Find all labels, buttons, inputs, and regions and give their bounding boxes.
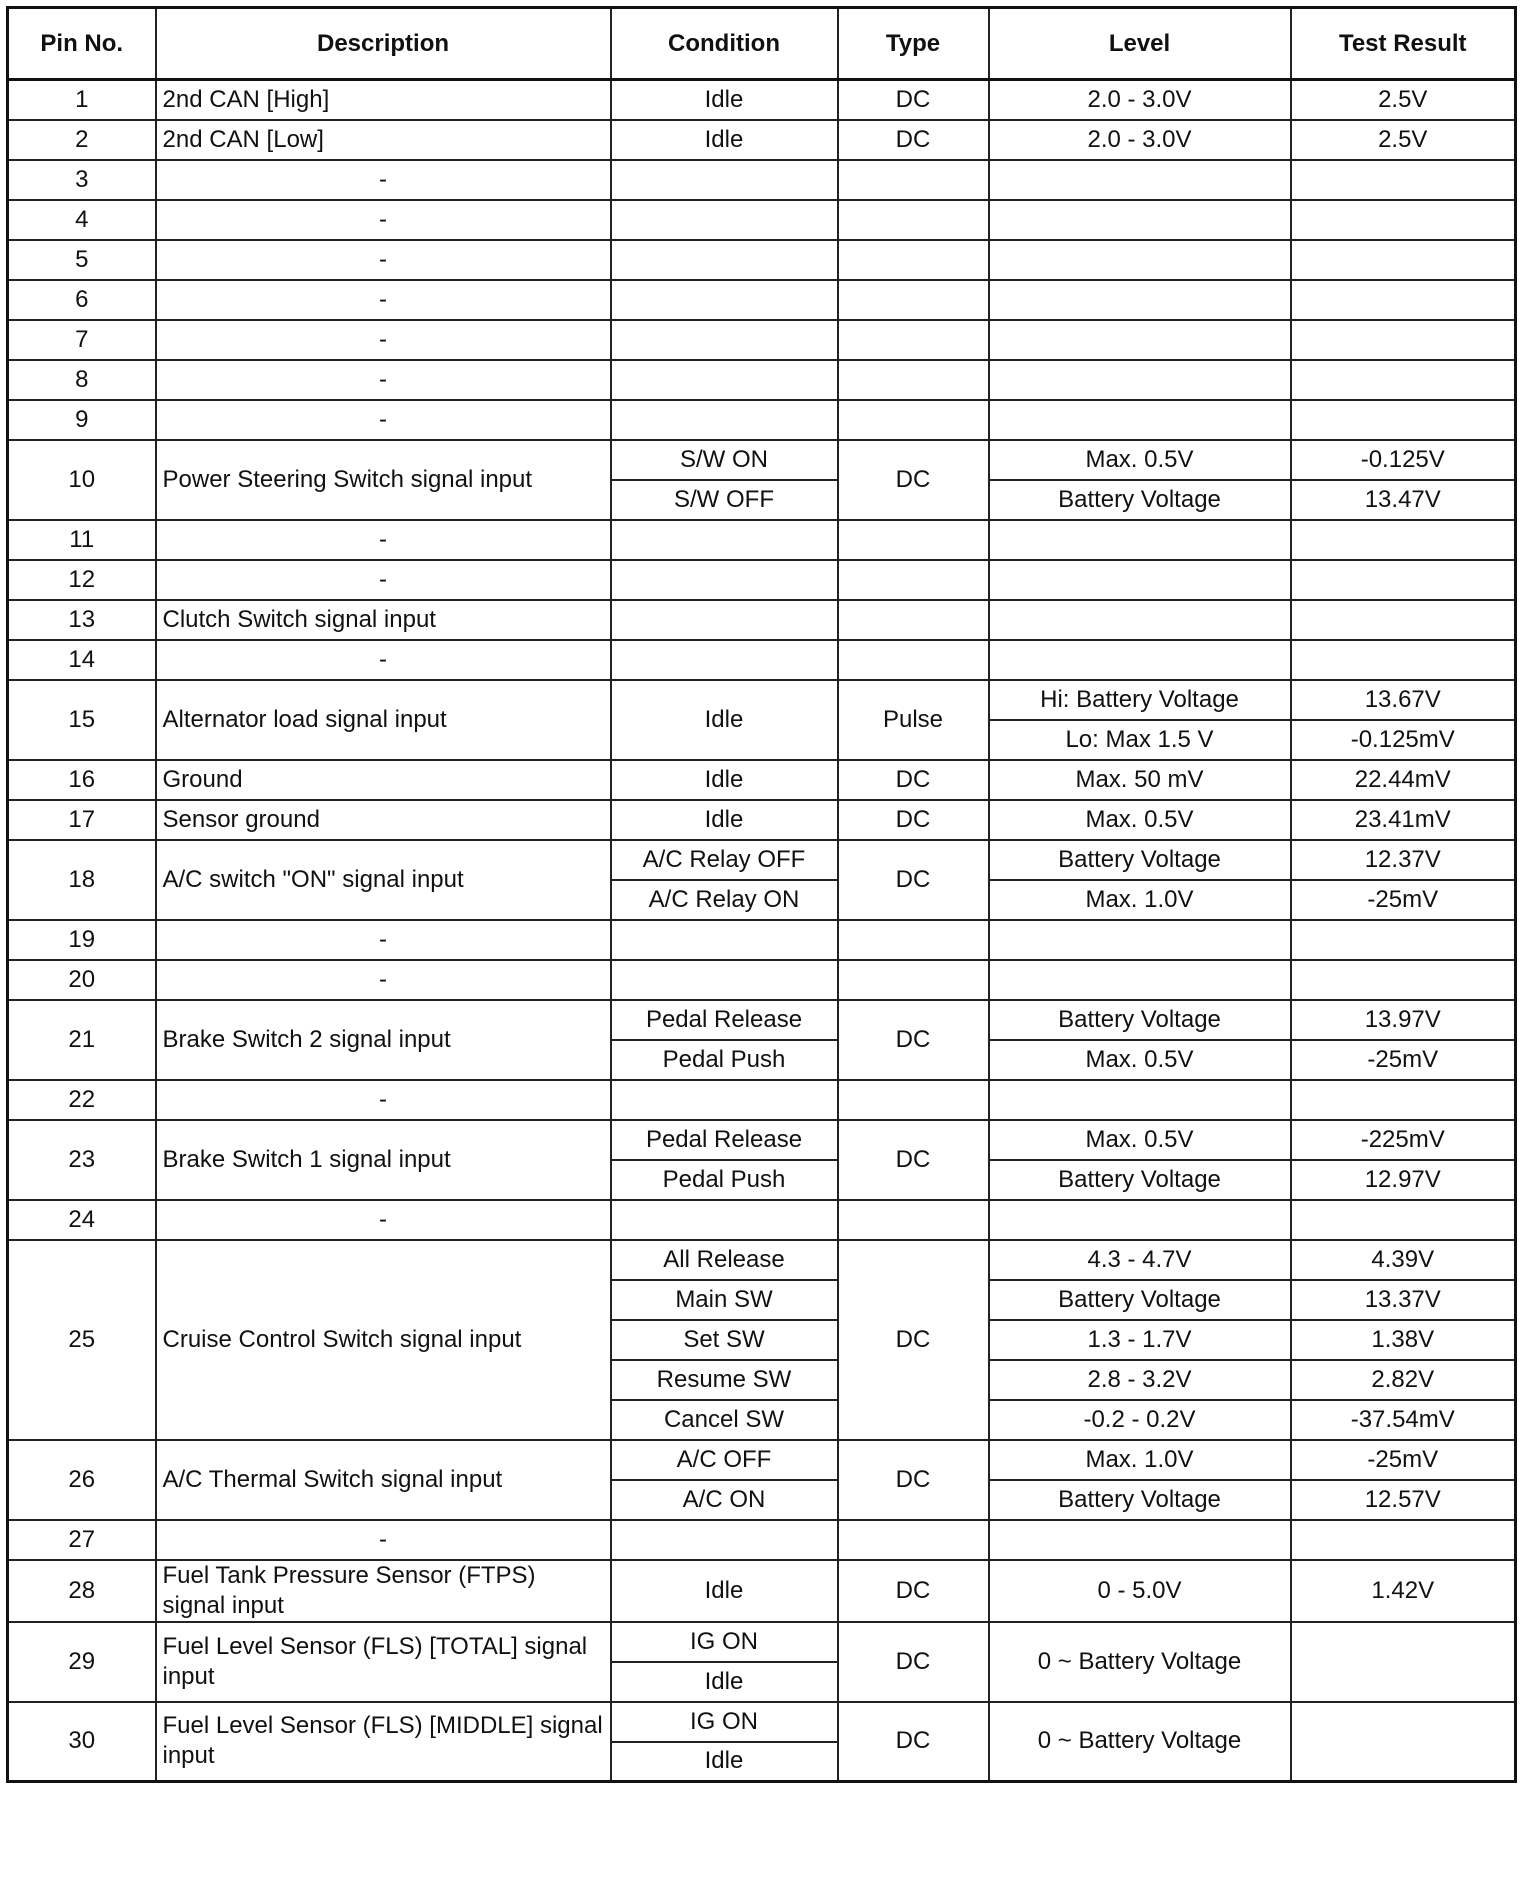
level-cell: Max. 50 mV (989, 760, 1291, 800)
level-cell: 2.8 - 3.2V (989, 1360, 1291, 1400)
test-result-cell (1291, 1520, 1516, 1560)
level-cell: Lo: Max 1.5 V (989, 720, 1291, 760)
test-result-cell: 4.39V (1291, 1240, 1516, 1280)
pin-number: 2 (8, 120, 156, 160)
test-result-cell: 13.67V (1291, 680, 1516, 720)
pin-number: 23 (8, 1120, 156, 1200)
pin-description: Cruise Control Switch signal input (156, 1240, 611, 1440)
table-row (8, 840, 1516, 880)
pin-number: 29 (8, 1622, 156, 1702)
condition-cell: Idle (611, 1662, 838, 1702)
pin-description: Power Steering Switch signal input (156, 440, 611, 520)
pin-number: 10 (8, 440, 156, 520)
table-row (8, 240, 1516, 280)
condition-cell (611, 560, 838, 600)
pin-description: Clutch Switch signal input (156, 600, 611, 640)
pin-number: 7 (8, 320, 156, 360)
level-cell (989, 920, 1291, 960)
pin-number: 1 (8, 80, 156, 120)
table-row (8, 1702, 1516, 1742)
type-cell (838, 1520, 989, 1560)
pin-description: - (156, 920, 611, 960)
test-result-cell (1291, 1200, 1516, 1240)
condition-cell (611, 1080, 838, 1120)
pin-description: - (156, 1080, 611, 1120)
test-result-cell: -25mV (1291, 880, 1516, 920)
pin-number: 5 (8, 240, 156, 280)
test-result-cell: 2.5V (1291, 80, 1516, 120)
level-cell: Battery Voltage (989, 1480, 1291, 1520)
header-pin: Pin No. (8, 8, 156, 80)
type-cell: DC (838, 800, 989, 840)
test-result-cell: -25mV (1291, 1440, 1516, 1480)
condition-cell: Idle (611, 680, 838, 760)
pin-description: - (156, 240, 611, 280)
test-result-cell (1291, 360, 1516, 400)
pin-number: 21 (8, 1000, 156, 1080)
test-result-cell: -0.125V (1291, 440, 1516, 480)
test-result-cell (1291, 1080, 1516, 1120)
type-cell: DC (838, 1000, 989, 1080)
test-result-cell: -37.54mV (1291, 1400, 1516, 1440)
level-cell (989, 200, 1291, 240)
type-cell: DC (838, 1440, 989, 1520)
condition-cell: All Release (611, 1240, 838, 1280)
level-cell: Battery Voltage (989, 1280, 1291, 1320)
test-result-cell: 2.82V (1291, 1360, 1516, 1400)
pin-number: 9 (8, 400, 156, 440)
pin-description: - (156, 1200, 611, 1240)
condition-cell: Main SW (611, 1280, 838, 1320)
type-cell (838, 280, 989, 320)
level-cell: 1.3 - 1.7V (989, 1320, 1291, 1360)
level-cell (989, 240, 1291, 280)
table-row (8, 520, 1516, 560)
pin-description: Brake Switch 2 signal input (156, 1000, 611, 1080)
test-result-cell (1291, 160, 1516, 200)
condition-cell (611, 200, 838, 240)
condition-cell (611, 320, 838, 360)
type-cell: DC (838, 1560, 989, 1622)
level-cell: 0 - 5.0V (989, 1560, 1291, 1622)
level-cell: Battery Voltage (989, 1160, 1291, 1200)
level-cell: Battery Voltage (989, 840, 1291, 880)
test-result-cell: 12.37V (1291, 840, 1516, 880)
type-cell (838, 640, 989, 680)
condition-cell: IG ON (611, 1702, 838, 1742)
pin-number: 30 (8, 1702, 156, 1782)
pin-description: 2nd CAN [High] (156, 80, 611, 120)
table-row (8, 1560, 1516, 1622)
level-cell: Max. 0.5V (989, 1120, 1291, 1160)
table-row (8, 320, 1516, 360)
level-cell (989, 600, 1291, 640)
level-cell (989, 320, 1291, 360)
pin-number: 12 (8, 560, 156, 600)
level-cell: Max. 1.0V (989, 1440, 1291, 1480)
level-cell: 4.3 - 4.7V (989, 1240, 1291, 1280)
condition-cell (611, 280, 838, 320)
condition-cell (611, 400, 838, 440)
level-cell (989, 280, 1291, 320)
level-cell: -0.2 - 0.2V (989, 1400, 1291, 1440)
type-cell: Pulse (838, 680, 989, 760)
type-cell (838, 360, 989, 400)
test-result-cell (1291, 600, 1516, 640)
level-cell: Hi: Battery Voltage (989, 680, 1291, 720)
condition-cell: A/C Relay OFF (611, 840, 838, 880)
condition-cell (611, 600, 838, 640)
pin-description: - (156, 200, 611, 240)
pin-number: 17 (8, 800, 156, 840)
type-cell: DC (838, 1702, 989, 1782)
level-cell (989, 640, 1291, 680)
pin-description: Sensor ground (156, 800, 611, 840)
table-row (8, 80, 1516, 120)
level-cell: Max. 0.5V (989, 800, 1291, 840)
condition-cell (611, 920, 838, 960)
level-cell: 2.0 - 3.0V (989, 120, 1291, 160)
condition-cell: Resume SW (611, 1360, 838, 1400)
condition-cell: Idle (611, 800, 838, 840)
table-row (8, 1240, 1516, 1280)
pin-number: 26 (8, 1440, 156, 1520)
level-cell: 0 ~ Battery Voltage (989, 1702, 1291, 1782)
level-cell (989, 1520, 1291, 1560)
condition-cell (611, 640, 838, 680)
type-cell (838, 400, 989, 440)
test-result-cell (1291, 560, 1516, 600)
table-body (8, 80, 1516, 1782)
condition-cell (611, 160, 838, 200)
pin-description: - (156, 1520, 611, 1560)
type-cell (838, 920, 989, 960)
table-row (8, 440, 1516, 480)
test-result-cell: 1.38V (1291, 1320, 1516, 1360)
condition-cell: Idle (611, 80, 838, 120)
pin-description: - (156, 280, 611, 320)
table-row (8, 960, 1516, 1000)
condition-cell (611, 240, 838, 280)
type-cell (838, 1080, 989, 1120)
table-row (8, 1000, 1516, 1040)
condition-cell: Idle (611, 760, 838, 800)
table-row (8, 280, 1516, 320)
pin-description: - (156, 400, 611, 440)
condition-cell (611, 360, 838, 400)
test-result-cell: 22.44mV (1291, 760, 1516, 800)
level-cell (989, 960, 1291, 1000)
type-cell (838, 520, 989, 560)
table-row (8, 760, 1516, 800)
condition-cell: A/C Relay ON (611, 880, 838, 920)
test-result-cell (1291, 320, 1516, 360)
condition-cell: Pedal Release (611, 1120, 838, 1160)
header-row (8, 8, 1516, 80)
table-row (8, 640, 1516, 680)
condition-cell: Pedal Release (611, 1000, 838, 1040)
type-cell (838, 160, 989, 200)
type-cell: DC (838, 1120, 989, 1200)
type-cell (838, 560, 989, 600)
condition-cell (611, 1200, 838, 1240)
condition-cell: Cancel SW (611, 1400, 838, 1440)
pin-description: Fuel Level Sensor (FLS) [MIDDLE] signal input (156, 1702, 611, 1782)
table-row (8, 1622, 1516, 1662)
type-cell: DC (838, 440, 989, 520)
pin-description: Brake Switch 1 signal input (156, 1120, 611, 1200)
condition-cell: Pedal Push (611, 1160, 838, 1200)
table-row (8, 160, 1516, 200)
condition-cell (611, 960, 838, 1000)
pin-number: 22 (8, 1080, 156, 1120)
table-row (8, 120, 1516, 160)
condition-cell: IG ON (611, 1622, 838, 1662)
test-result-cell: -25mV (1291, 1040, 1516, 1080)
test-result-cell: 12.97V (1291, 1160, 1516, 1200)
header-type: Type (838, 8, 989, 80)
pin-number: 25 (8, 1240, 156, 1440)
table-row (8, 1080, 1516, 1120)
header-test-result: Test Result (1291, 8, 1516, 80)
level-cell: Battery Voltage (989, 1000, 1291, 1040)
level-cell (989, 160, 1291, 200)
type-cell: DC (838, 760, 989, 800)
table-row (8, 560, 1516, 600)
test-result-cell: 12.57V (1291, 1480, 1516, 1520)
header-condition: Condition (611, 8, 838, 80)
test-result-cell (1291, 520, 1516, 560)
test-result-cell (1291, 280, 1516, 320)
level-cell: Max. 1.0V (989, 880, 1291, 920)
table-row (8, 400, 1516, 440)
pin-number: 19 (8, 920, 156, 960)
pin-description: A/C switch "ON" signal input (156, 840, 611, 920)
pin-description: - (156, 640, 611, 680)
condition-cell: Idle (611, 1742, 838, 1782)
pin-number: 15 (8, 680, 156, 760)
pin-number: 4 (8, 200, 156, 240)
level-cell (989, 1080, 1291, 1120)
level-cell: 2.0 - 3.0V (989, 80, 1291, 120)
header-description: Description (156, 8, 611, 80)
type-cell (838, 600, 989, 640)
test-result-cell: -225mV (1291, 1120, 1516, 1160)
pin-description: - (156, 360, 611, 400)
pin-number: 28 (8, 1560, 156, 1622)
condition-cell: A/C OFF (611, 1440, 838, 1480)
test-result-cell (1291, 400, 1516, 440)
table-row (8, 920, 1516, 960)
pin-number: 6 (8, 280, 156, 320)
test-result-cell (1291, 1702, 1516, 1782)
table-row (8, 1120, 1516, 1160)
pin-description: - (156, 320, 611, 360)
test-result-cell: -0.125mV (1291, 720, 1516, 760)
table-row (8, 600, 1516, 640)
test-result-cell (1291, 240, 1516, 280)
pin-description: Alternator load signal input (156, 680, 611, 760)
pin-description: - (156, 560, 611, 600)
condition-cell: S/W OFF (611, 480, 838, 520)
type-cell (838, 960, 989, 1000)
pin-description: - (156, 960, 611, 1000)
test-result-cell (1291, 960, 1516, 1000)
condition-cell: Set SW (611, 1320, 838, 1360)
pin-number: 14 (8, 640, 156, 680)
test-result-cell (1291, 1622, 1516, 1702)
level-cell: 0 ~ Battery Voltage (989, 1622, 1291, 1702)
pin-table (6, 6, 1517, 1783)
condition-cell: S/W ON (611, 440, 838, 480)
table-row (8, 800, 1516, 840)
type-cell (838, 200, 989, 240)
condition-cell: Idle (611, 120, 838, 160)
level-cell: Battery Voltage (989, 480, 1291, 520)
condition-cell (611, 520, 838, 560)
type-cell: DC (838, 1622, 989, 1702)
table-row (8, 1440, 1516, 1480)
level-cell: Max. 0.5V (989, 440, 1291, 480)
pin-number: 24 (8, 1200, 156, 1240)
test-result-cell (1291, 920, 1516, 960)
pin-number: 13 (8, 600, 156, 640)
test-result-cell: 13.37V (1291, 1280, 1516, 1320)
test-result-cell (1291, 640, 1516, 680)
level-cell (989, 520, 1291, 560)
pin-description: - (156, 160, 611, 200)
table-row (8, 1200, 1516, 1240)
pin-description: Ground (156, 760, 611, 800)
type-cell (838, 320, 989, 360)
condition-cell: Idle (611, 1560, 838, 1622)
pin-description: 2nd CAN [Low] (156, 120, 611, 160)
condition-cell: Pedal Push (611, 1040, 838, 1080)
level-cell: Max. 0.5V (989, 1040, 1291, 1080)
test-result-cell: 13.47V (1291, 480, 1516, 520)
pin-number: 11 (8, 520, 156, 560)
type-cell: DC (838, 120, 989, 160)
type-cell: DC (838, 840, 989, 920)
pin-number: 20 (8, 960, 156, 1000)
type-cell: DC (838, 1240, 989, 1440)
condition-cell: A/C ON (611, 1480, 838, 1520)
test-result-cell: 2.5V (1291, 120, 1516, 160)
pin-description: A/C Thermal Switch signal input (156, 1440, 611, 1520)
type-cell (838, 240, 989, 280)
level-cell (989, 360, 1291, 400)
pin-number: 3 (8, 160, 156, 200)
table-row (8, 200, 1516, 240)
header-level: Level (989, 8, 1291, 80)
level-cell (989, 560, 1291, 600)
pin-number: 8 (8, 360, 156, 400)
level-cell (989, 1200, 1291, 1240)
test-result-cell: 1.42V (1291, 1560, 1516, 1622)
type-cell: DC (838, 80, 989, 120)
pin-description: - (156, 520, 611, 560)
pin-description: Fuel Tank Pressure Sensor (FTPS) signal input (156, 1560, 611, 1622)
type-cell (838, 1200, 989, 1240)
table-row (8, 680, 1516, 720)
level-cell (989, 400, 1291, 440)
pin-number: 27 (8, 1520, 156, 1560)
test-result-cell (1291, 200, 1516, 240)
test-result-cell: 13.97V (1291, 1000, 1516, 1040)
pin-number: 18 (8, 840, 156, 920)
pin-number: 16 (8, 760, 156, 800)
test-result-cell: 23.41mV (1291, 800, 1516, 840)
table-row (8, 1520, 1516, 1560)
pin-description: Fuel Level Sensor (FLS) [TOTAL] signal input (156, 1622, 611, 1702)
condition-cell (611, 1520, 838, 1560)
table-row (8, 360, 1516, 400)
